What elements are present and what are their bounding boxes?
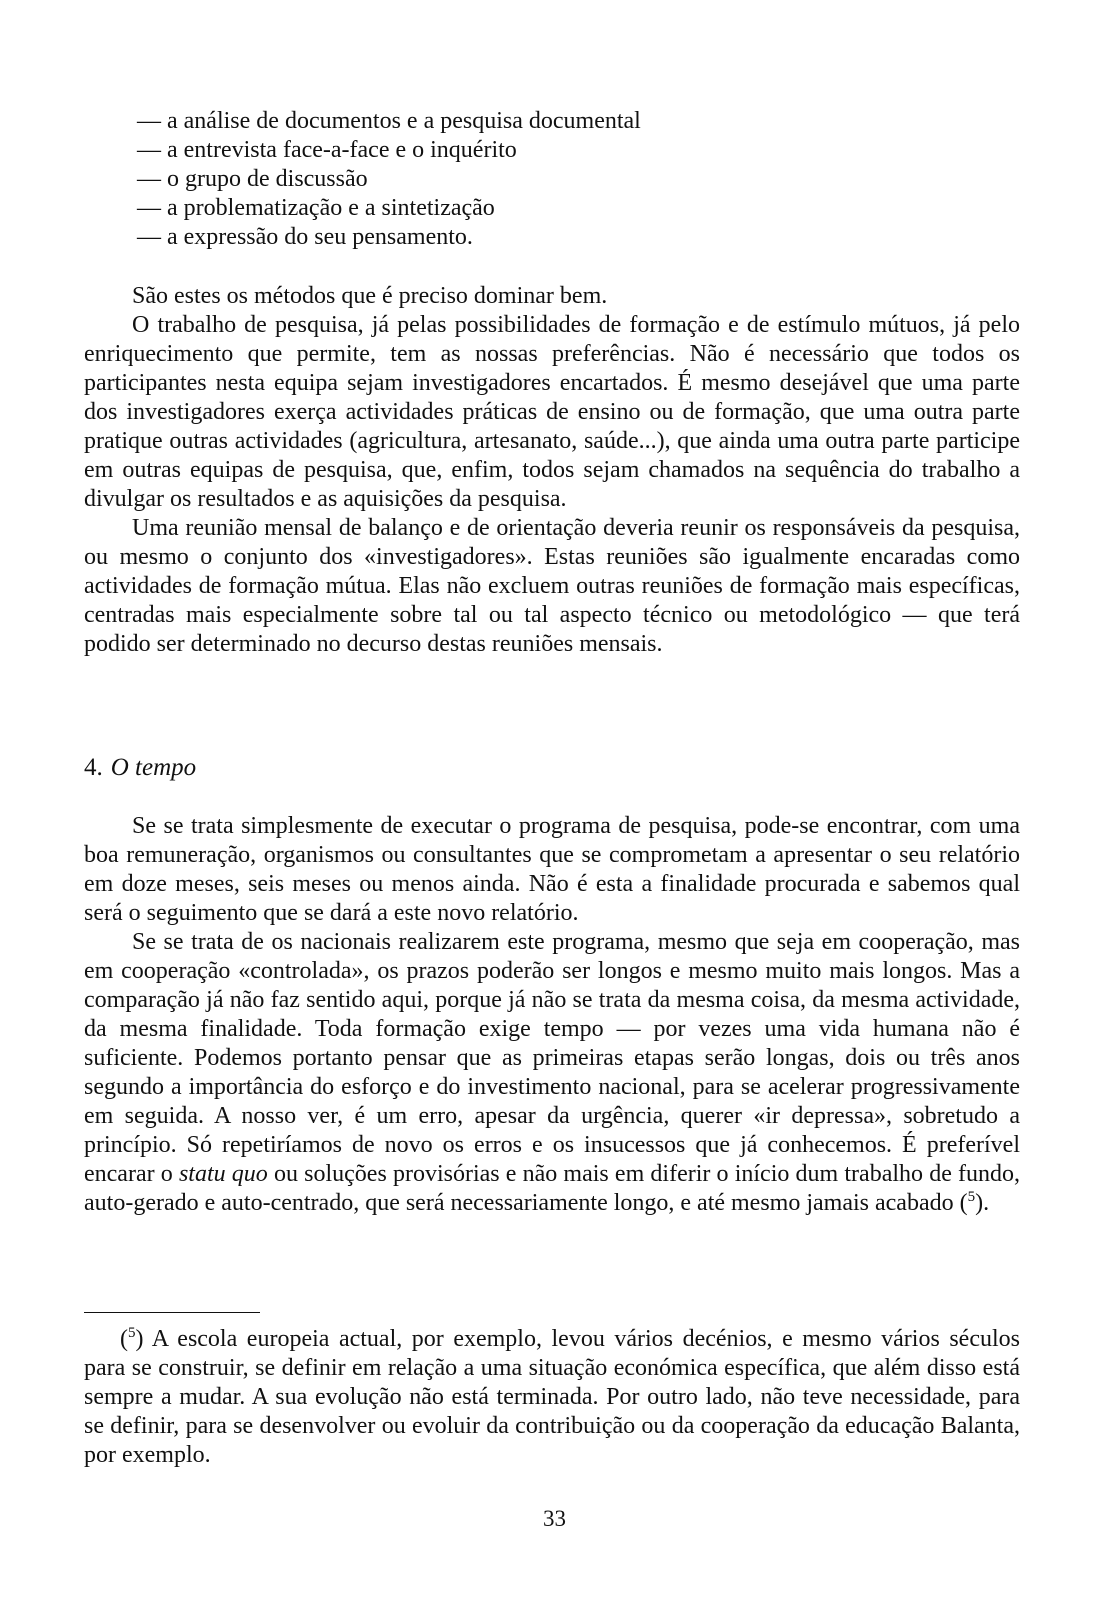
paragraph-text: ou soluções provisórias e não mais em diferir o início dum trabalho de fundo, auto-gerado e auto-centrado, que será necessariamente longo, e até mesmo jamais acabado ( bbox=[84, 1161, 1021, 1216]
section-body bbox=[84, 812, 1020, 1218]
section-title: O tempo bbox=[110, 754, 197, 781]
list-item: — a análise de documentos e a pesquisa documental bbox=[137, 108, 641, 134]
footnote-text: A escola europeia actual, por exemplo, levou vários decénios, e mesmo vários séculos para se construir, se definir em relação a uma situação económica específica, que além disso está sempre a mudar. A sua evolução não está terminada. Por outro lado, não teve necessidade, para se definir, para se desenvolver ou evoluir da contribuição ou da cooperação da educação Balanta, por exemplo. bbox=[84, 1326, 1020, 1468]
italic-term: statu quo bbox=[178, 1161, 268, 1187]
footnote-marker: 5 bbox=[128, 1325, 136, 1341]
paragraph-text: Se se trata de os nacionais realizarem este programa, mesmo que seja em cooperação, mas em cooperação «controlada», os prazos poderão ser longos e mesmo muito mais longos. Mas a comparação já não faz sentido aqui, porque já não se trata da mesma coisa, da mesma actividade, da mesma finalidade. Toda formação exige tempo — por vezes uma vida humana não é suficiente. Podemos portanto pensar que as primeiras etapas serão longas, dois ou três anos segundo a importância do esforço e do investimento nacional, para se acelerar progressivamente em seguida. A nosso ver, é um erro, apesar da urgência, querer «ir depressa», sobretudo a princípio. Só repetiríamos de novo os erros e os insucessos que já conhecemos. É preferível encarar o bbox=[84, 929, 1020, 1187]
paragraph: São estes os métodos que é preciso dominar bem. bbox=[132, 283, 608, 309]
footnote-open-paren: ( bbox=[120, 1326, 128, 1352]
paragraph bbox=[84, 928, 1020, 1218]
footnote-paragraph bbox=[84, 1325, 1020, 1470]
list-item: — a entrevista face-a-face e o inquérito bbox=[137, 137, 517, 163]
paragraph-end: ). bbox=[975, 1190, 990, 1216]
section-heading bbox=[84, 753, 196, 782]
footnote-close-paren: ) bbox=[135, 1326, 144, 1352]
list-item: — a expressão do seu pensamento. bbox=[137, 224, 473, 250]
paragraph: O trabalho de pesquisa, já pelas possibilidades de formação e de estímulo mútuos, já pelo enriquecimento que permite, tem as nossas preferências. Não é necessário que todos os participantes nesta equipa sejam investigadores encartados. É mesmo desejável que uma parte dos investigadores exerça actividades práticas de ensino ou de formação, que uma outra parte pratique outras actividades (agricultura, artesanato, saúde...), que ainda uma outra parte participe em outras equipas de pesquisa, que, enfim, todos sejam chamados na sequência do trabalho a divulgar os resultados e as aquisições da pesquisa. bbox=[84, 312, 1020, 512]
section-number: 4. bbox=[84, 754, 103, 781]
methods-list bbox=[137, 107, 837, 252]
footnote-reference: 5 bbox=[967, 1189, 976, 1205]
paragraph: Se se trata simplesmente de executar o programa de pesquisa, pode-se encontrar, com uma boa remuneração, organismos ou consultantes que se comprometam a apresentar o seu relatório em doze meses, seis meses ou menos ainda. Não é esta a finalidade procurada e sabemos qual será o seguimento que se dará a este novo relatório. bbox=[84, 813, 1020, 926]
footnote bbox=[84, 1325, 1020, 1470]
body-text bbox=[84, 282, 1020, 659]
page-number: 33 bbox=[543, 1506, 566, 1531]
footnote-divider bbox=[84, 1312, 260, 1313]
list-item: — a problematização e a sintetização bbox=[137, 195, 495, 221]
list-item: — o grupo de discussão bbox=[137, 166, 368, 192]
paragraph: Uma reunião mensal de balanço e de orientação deveria reunir os responsáveis da pesquisa, ou mesmo o conjunto dos «investigadores». Estas reuniões são igualmente encaradas como actividades de formação mútua. Elas não excluem outras reuniões de formação mais específicas, centradas mais especialmente sobre tal ou tal aspecto técnico ou metodológico — que terá podido ser determinado no decurso destas reuniões mensais. bbox=[84, 515, 1020, 657]
